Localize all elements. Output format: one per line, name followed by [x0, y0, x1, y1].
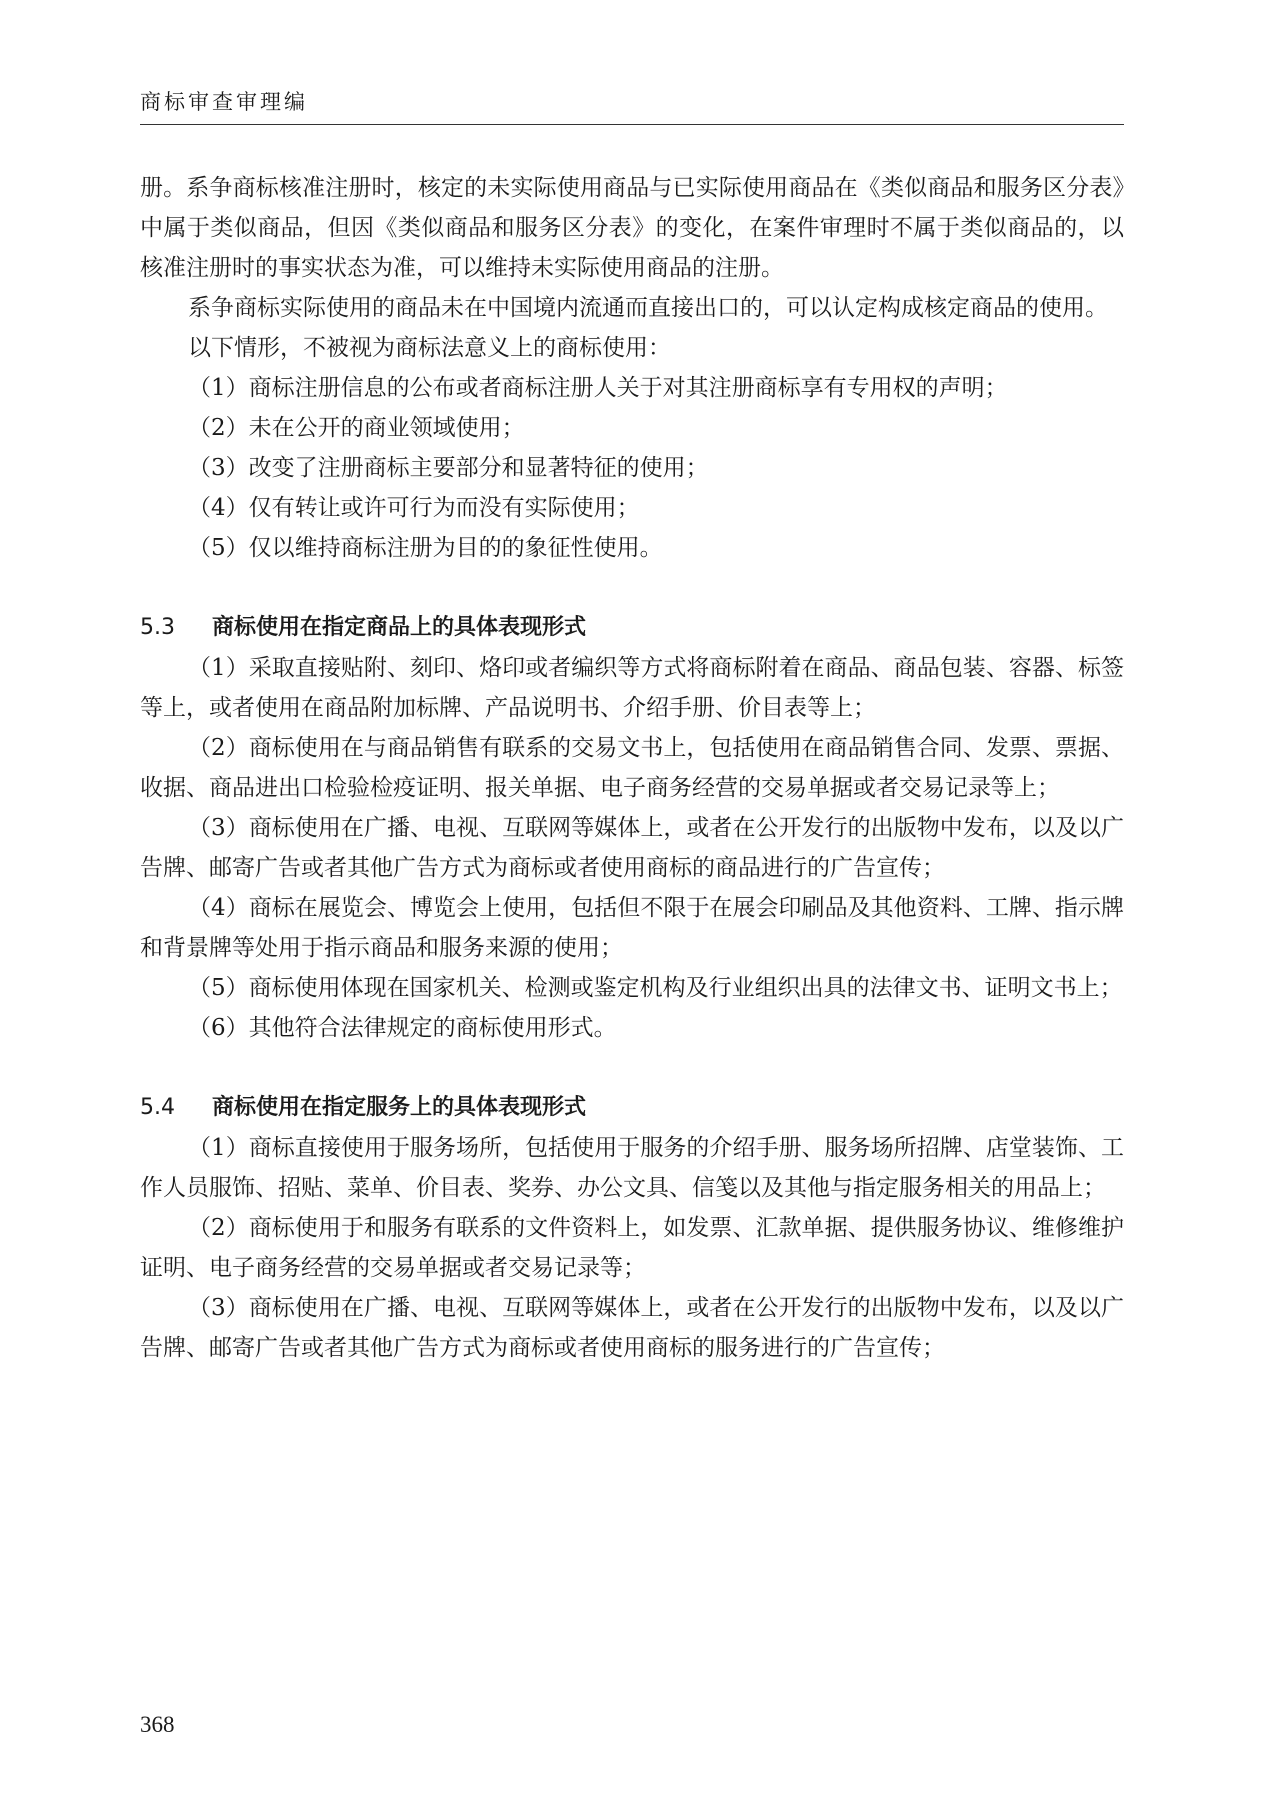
- list-item: （5）商标使用体现在国家机关、检测或鉴定机构及行业组织出具的法律文书、证明文书上；: [188, 975, 1123, 1001]
- section-number: 5.4: [140, 1095, 175, 1120]
- list-item: （6）其他符合法律规定的商标使用形式。: [188, 1015, 617, 1041]
- list-item: （3）商标使用在广播、电视、互联网等媒体上，或者在公开发行的出版物中发布，以及以广告牌、邮寄广告或者其他广告方式为商标或者使用商标的服务进行的广告宣传；: [140, 1295, 1124, 1361]
- section-number: 5.3: [140, 615, 175, 640]
- list-item: （4）商标在展览会、博览会上使用，包括但不限于在展会印刷品及其他资料、工牌、指示牌和背景牌等处用于指示商品和服务来源的使用；: [140, 895, 1124, 961]
- list-item: （1）商标注册信息的公布或者商标注册人关于对其注册商标享有专用权的声明；: [188, 375, 1008, 401]
- list-item: （4）仅有转让或许可行为而没有实际使用；: [188, 495, 640, 521]
- paragraph: 系争商标实际使用的商品未在中国境内流通而直接出口的，可以认定构成核定商品的使用。: [188, 295, 1108, 321]
- running-header: 商标审查审理编: [140, 90, 308, 114]
- section-title: 商标使用在指定商品上的具体表现形式: [212, 615, 587, 640]
- list-item: （1）采取直接贴附、刻印、烙印或者编织等方式将商标附着在商品、商品包装、容器、标签等上，或者使用在商品附加标牌、产品说明书、介绍手册、价目表等上；: [140, 655, 1124, 721]
- section-title: 商标使用在指定服务上的具体表现形式: [212, 1095, 587, 1120]
- paragraph: 册。系争商标核准注册时，核定的未实际使用商品与已实际使用商品在《类似商品和服务区分表》中属于类似商品，但因《类似商品和服务区分表》的变化，在案件审理时不属于类似商品的，以核准注册时的事实状态为准，可以维持未实际使用商品的注册。: [140, 175, 1124, 281]
- list-item: （1）商标直接使用于服务场所，包括使用于服务的介绍手册、服务场所招牌、店堂装饰、工作人员服饰、招贴、菜单、价目表、奖券、办公文具、信笺以及其他与指定服务相关的用品上；: [140, 1135, 1124, 1201]
- list-item: （2）商标使用于和服务有联系的文件资料上，如发票、汇款单据、提供服务协议、维修维护证明、电子商务经营的交易单据或者交易记录等；: [140, 1215, 1124, 1281]
- section-heading-5-3: [140, 608, 1124, 648]
- section-heading-5-4: [140, 1088, 1124, 1128]
- list-item: （5）仅以维持商标注册为目的的象征性使用。: [188, 535, 663, 561]
- list-item: （2）商标使用在与商品销售有联系的交易文书上，包括使用在商品销售合同、发票、票据、收据、商品进出口检验检疫证明、报关单据、电子商务经营的交易单据或者交易记录等上；: [140, 735, 1124, 801]
- paragraph: 以下情形，不被视为商标法意义上的商标使用：: [188, 335, 671, 361]
- list-item: （2）未在公开的商业领域使用；: [188, 415, 525, 441]
- header-rule: [140, 124, 1124, 125]
- list-item: （3）改变了注册商标主要部分和显著特征的使用；: [188, 455, 709, 481]
- page-number: 368: [140, 1712, 175, 1737]
- list-item: （3）商标使用在广播、电视、互联网等媒体上，或者在公开发行的出版物中发布，以及以广告牌、邮寄广告或者其他广告方式为商标或者使用商标的商品进行的广告宣传；: [140, 815, 1124, 881]
- page-body: [140, 168, 1124, 1368]
